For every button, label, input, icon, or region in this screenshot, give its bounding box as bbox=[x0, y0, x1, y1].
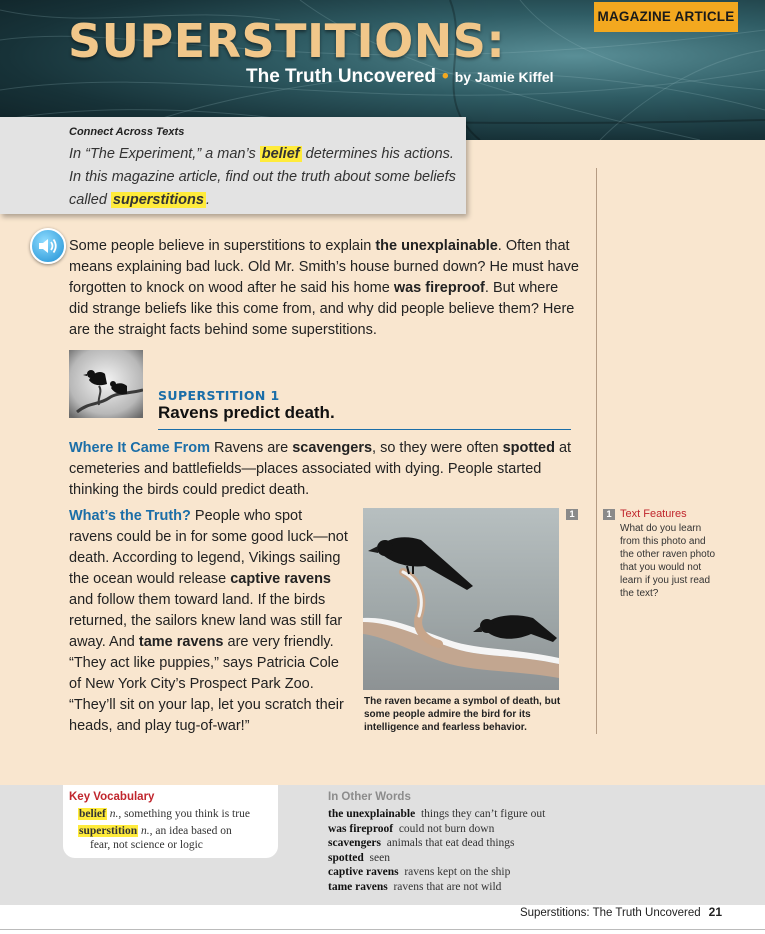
term-spotted: spotted bbox=[502, 440, 555, 456]
vocab-definition: an idea based on bbox=[155, 825, 232, 837]
connect-text bbox=[69, 143, 459, 212]
sidebar-divider bbox=[596, 168, 597, 734]
term-scavengers: scavengers bbox=[292, 440, 373, 456]
iow-item bbox=[328, 836, 545, 851]
came-from-text-3: at cemeteries and battlefields—places associated with dying. People started thinking the birds could predict death. bbox=[69, 440, 572, 498]
vocab-item bbox=[78, 824, 232, 839]
came-from-text-2: , so they were often bbox=[372, 440, 503, 456]
subtitle-line bbox=[246, 66, 554, 88]
iow-definition: ravens kept on the ship bbox=[404, 866, 511, 878]
iow-term: the unexplainable bbox=[328, 808, 416, 820]
page-title: SUPERSTITIONS: bbox=[68, 14, 506, 68]
highlight-superstitions: superstitions bbox=[112, 192, 204, 208]
vocab-term: belief bbox=[79, 808, 106, 820]
bottom-rule bbox=[0, 929, 765, 930]
iow-item bbox=[328, 807, 545, 822]
paragraph-where-it-came-from bbox=[69, 438, 579, 501]
truth-text-2: and follow them toward land. If the birds returned, the sailors knew land was still far away. And bbox=[69, 592, 343, 650]
page-footer bbox=[0, 905, 722, 919]
photo-marker: 1 bbox=[566, 509, 578, 520]
term-was-fireproof: was fireproof bbox=[393, 280, 485, 296]
connect-text-2: determines his actions. bbox=[301, 146, 454, 162]
vocab-pos: n., bbox=[141, 825, 153, 837]
intro-text-2: . Often that means explaining bad luck. Old Mr. Smith’s house burned down? He must have forgotten to knock on wood after he said his home bbox=[69, 238, 579, 296]
vocab-item bbox=[78, 807, 250, 822]
connect-text-1: In “The Experiment,” a man’s bbox=[69, 146, 260, 162]
term-the-unexplainable: the unexplainable bbox=[375, 238, 498, 254]
text-features-question: What do you learn from this photo and the other raven photo that you would not learn if you just read the text? bbox=[620, 523, 716, 599]
in-other-words-list bbox=[328, 807, 545, 894]
iow-term: was fireproof bbox=[328, 822, 394, 835]
iow-term: captive ravens bbox=[328, 866, 399, 878]
iow-definition: things they can’t figure out bbox=[420, 808, 546, 820]
iow-definition: ravens that are not wild bbox=[393, 880, 502, 893]
magazine-article-tag: MAGAZINE ARTICLE bbox=[594, 2, 738, 32]
term-captive-ravens: captive ravens bbox=[230, 571, 331, 587]
intro-text-1: Some people believe in superstitions to explain bbox=[69, 238, 376, 254]
vocab-pos: n., bbox=[109, 808, 122, 820]
came-from-text-1: Ravens are bbox=[210, 440, 293, 456]
truth-text-1: People who spot ravens could be in for some good luck—not death. According to legend, Vikings sailing the ocean would release bbox=[69, 508, 348, 587]
highlight-belief: belief bbox=[261, 146, 300, 162]
connect-text-3: In this magazine article, find out the truth about some beliefs called bbox=[69, 169, 456, 208]
byline: by Jamie Kiffel bbox=[454, 69, 554, 85]
heading-whats-the-truth: What’s the Truth? bbox=[69, 508, 191, 524]
iow-item bbox=[328, 822, 545, 837]
iow-term: tame ravens bbox=[328, 880, 388, 893]
intro-paragraph bbox=[69, 236, 579, 341]
footer-title: Superstitions: The Truth Uncovered bbox=[519, 907, 701, 919]
truth-text-3: are very friendly. “They act like puppies,” says Patricia Cole of New York City’s Prospect Park Zoo. “They’ll sit on your lap, let you scratch their heads, and play tug-of-war!” bbox=[69, 634, 344, 734]
connect-label: Connect Across Texts bbox=[69, 126, 185, 138]
superstition-number: SUPERSTITION 1 bbox=[158, 388, 280, 403]
sidebar-marker: 1 bbox=[603, 509, 615, 520]
iow-term: scavengers bbox=[328, 837, 382, 849]
page-number: 21 bbox=[708, 905, 722, 919]
speaker-icon bbox=[37, 236, 59, 256]
iow-definition: seen bbox=[369, 851, 390, 864]
photo-caption: The raven became a symbol of death, but some people admire the bird for its intelligence and fearless behavior. bbox=[364, 696, 561, 733]
iow-item bbox=[328, 865, 545, 880]
vocab-term: superstition bbox=[79, 825, 138, 837]
subtitle: The Truth Uncovered bbox=[246, 66, 437, 87]
section-rule bbox=[158, 429, 571, 430]
term-tame-ravens: tame ravens bbox=[138, 634, 224, 650]
key-vocabulary-heading: Key Vocabulary bbox=[69, 791, 155, 803]
connect-text-4: . bbox=[205, 192, 210, 208]
bullet-dot: • bbox=[442, 66, 449, 87]
connect-across-texts-box bbox=[0, 117, 466, 214]
iow-item bbox=[328, 851, 545, 866]
iow-definition: animals that eat dead things bbox=[386, 837, 515, 849]
audio-play-button[interactable] bbox=[30, 228, 66, 264]
vocab-definition: something you think is true bbox=[124, 808, 250, 820]
heading-where-it-came-from: Where It Came From bbox=[69, 440, 210, 456]
vocab-definition-continued: fear, not science or logic bbox=[90, 839, 203, 851]
in-other-words-heading: In Other Words bbox=[328, 791, 411, 803]
intro-text-3: . But where did strange beliefs like this come from, and why did people believe them? Here are the straight facts behind some superstitions. bbox=[69, 280, 575, 338]
iow-definition: could not burn down bbox=[398, 822, 495, 835]
paragraph-whats-the-truth bbox=[69, 506, 349, 737]
iow-term: spotted bbox=[328, 851, 364, 864]
superstition-title: Ravens predict death. bbox=[158, 403, 335, 422]
iow-item bbox=[328, 880, 545, 895]
text-features-heading: Text Features bbox=[620, 508, 687, 520]
raven-thumbnail-photo bbox=[69, 350, 143, 418]
raven-photo bbox=[363, 508, 559, 690]
